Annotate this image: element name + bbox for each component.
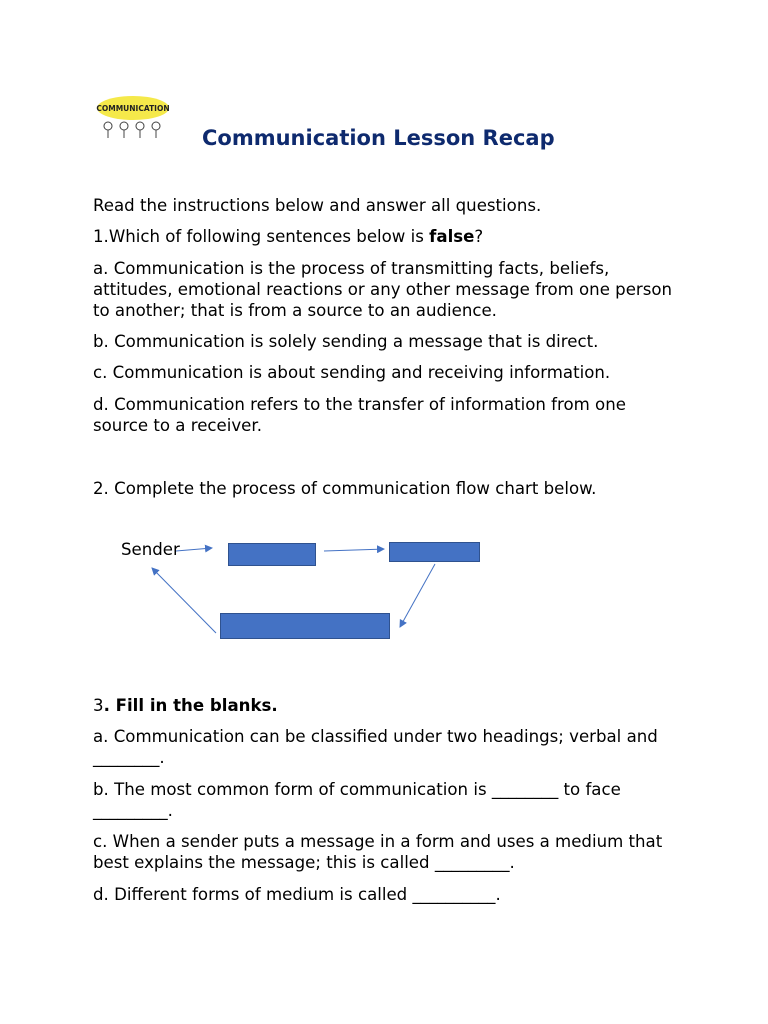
question-1-option-d: d. Communication refers to the transfer of information from one source to a receiver.: [93, 395, 626, 435]
question-3-number: 3: [93, 696, 104, 715]
flowchart-sender-label: Sender: [121, 540, 180, 559]
arrow-box3-to-sender: [152, 568, 216, 633]
question-3-item-a: a. Communication can be classified under two headings; verbal and ________.: [93, 727, 658, 767]
question-1-option-c: c. Communication is about sending and receiving information.: [93, 363, 611, 382]
question-3-item-b: b. The most common form of communication is ________ to face _________.: [93, 780, 621, 820]
instructions-text: Read the instructions below and answer all questions.: [93, 196, 542, 215]
question-1-option-a: a. Communication is the process of transmitting facts, beliefs, attitudes, emotional reactions or any other message from one person to another; that is from a source to an audience.: [93, 259, 673, 320]
question-1-prefix: 1.Which of following sentences below is: [93, 227, 430, 246]
arrow-box2-to-box3: [400, 564, 435, 627]
page-title: Communication Lesson Recap: [202, 126, 555, 150]
svg-text:COMMUNICATION: COMMUNICATION: [96, 104, 170, 113]
question-1-option-b: b. Communication is solely sending a message that is direct.: [93, 332, 599, 351]
arrow-box1-to-box2: [324, 549, 384, 551]
question-2: 2. Complete the process of communication flow chart below.: [93, 479, 597, 498]
question-3-item-d: d. Different forms of medium is called __________.: [93, 885, 501, 904]
question-1-suffix: ?: [474, 227, 484, 246]
question-3-item-c: c. When a sender puts a message in a form and uses a medium that best explains the message; this is called _________.: [93, 832, 663, 872]
arrow-sender-to-box1: [176, 548, 212, 551]
question-3-heading-text: . Fill in the blanks.: [103, 696, 278, 715]
question-1-keyword: false: [429, 227, 475, 246]
question-3-heading: [93, 695, 693, 716]
